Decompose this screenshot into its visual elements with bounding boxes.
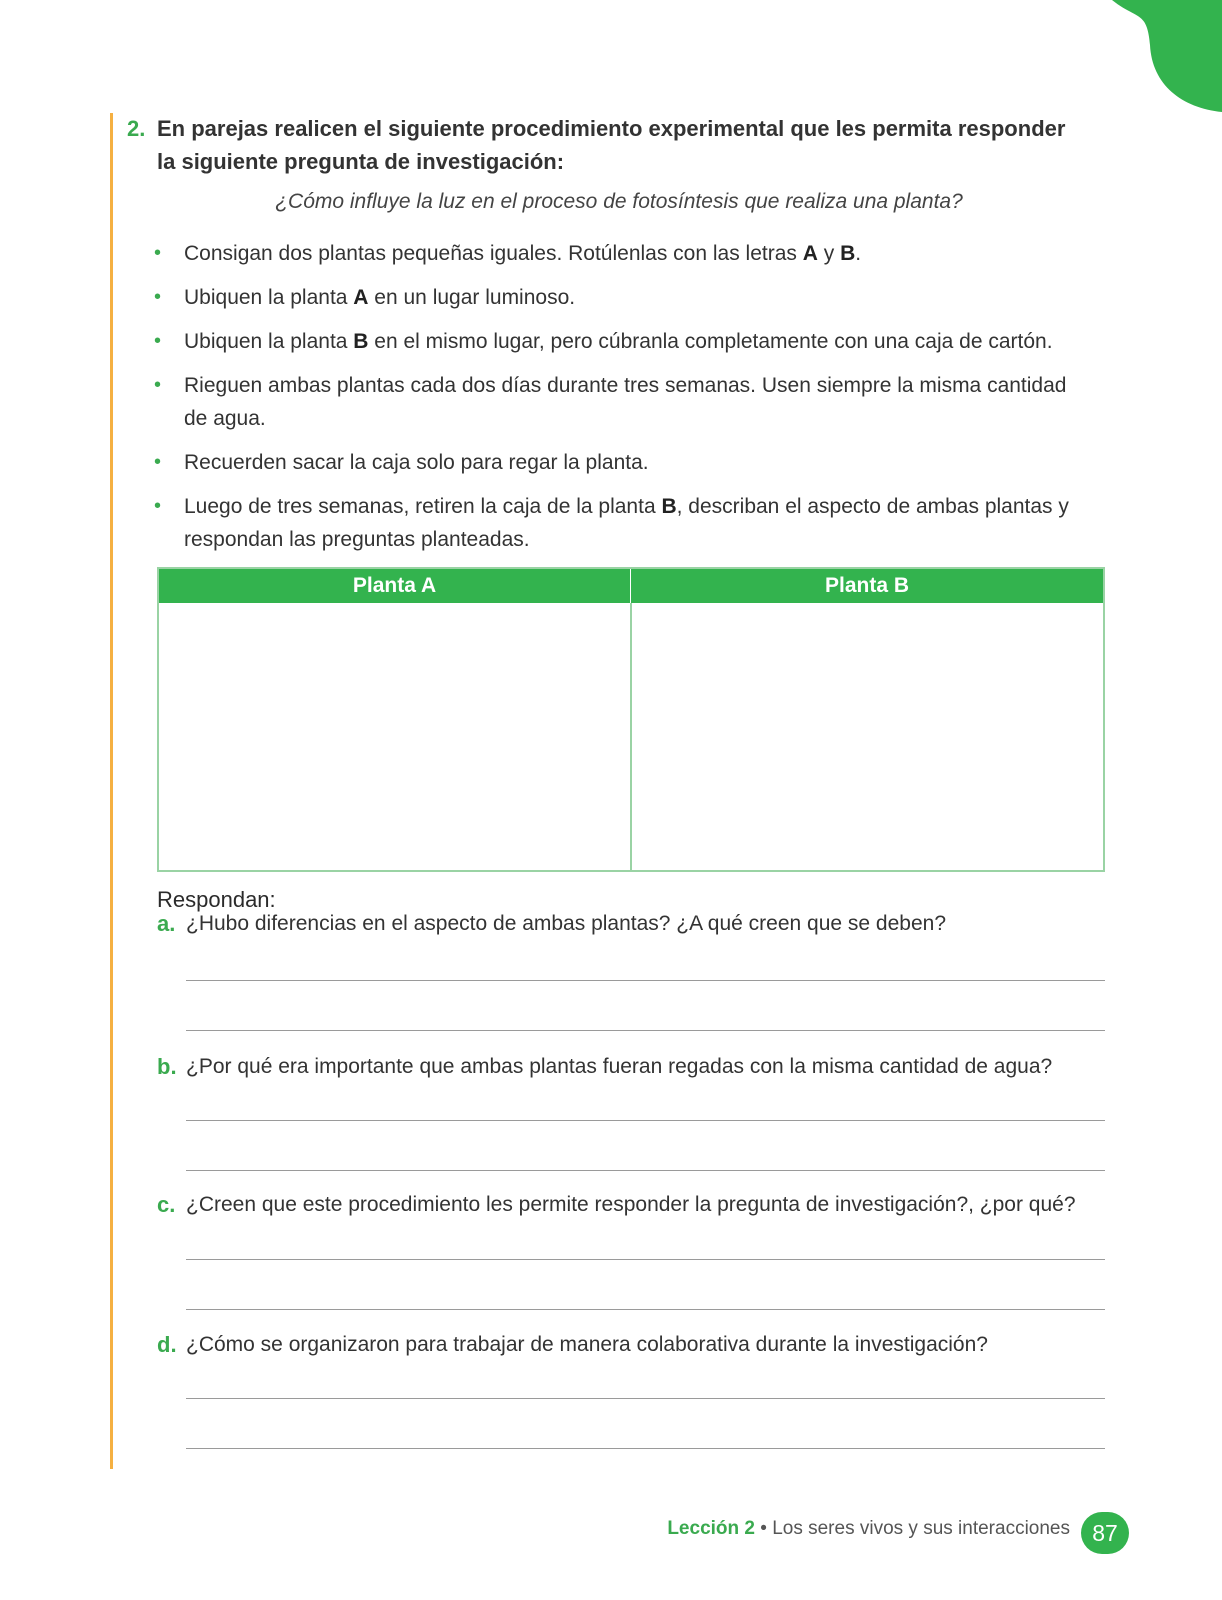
step-text: en el mismo lugar, pero cúbranla completamente con una caja de cartón. bbox=[368, 330, 1053, 353]
question-text: ¿Hubo diferencias en el aspecto de ambas plantas? ¿A qué creen que se deben? bbox=[186, 912, 947, 935]
table-column bbox=[159, 569, 630, 870]
step-text: Ubiquen la planta bbox=[184, 286, 354, 309]
observation-table bbox=[157, 567, 1105, 872]
procedure-step bbox=[154, 281, 1094, 314]
step-text: Consigan dos plantas pequeñas iguales. Rotúlenlas con las letras bbox=[184, 242, 803, 265]
respond-label: Respondan: bbox=[157, 887, 276, 912]
answer-line[interactable] bbox=[186, 1030, 1105, 1031]
plant-letter: B bbox=[661, 495, 677, 518]
bullet-icon: • bbox=[154, 495, 162, 517]
footer-lesson: Lección 2 bbox=[667, 1518, 755, 1539]
table-cell-planta-a[interactable] bbox=[159, 603, 630, 870]
activity-instruction: En parejas realicen el siguiente procedimiento experimental que les permita responder la siguiente pregunta de investigación: bbox=[157, 116, 1066, 174]
answer-line[interactable] bbox=[186, 1120, 1105, 1121]
question-text: ¿Cómo se organizaron para trabajar de manera colaborativa durante la investigación? bbox=[186, 1333, 988, 1356]
footer-separator: • bbox=[754, 1518, 773, 1539]
procedure-step bbox=[154, 446, 1094, 479]
step-text: , describan el aspecto de ambas plantas y respondan las preguntas planteadas. bbox=[184, 495, 1069, 551]
procedure-step bbox=[154, 490, 1094, 556]
step-text: Luego de tres semanas, retiren la caja de la planta bbox=[184, 495, 662, 518]
step-text: Rieguen ambas plantas cada dos días durante tres semanas. Usen siempre la misma cantidad de agua. bbox=[184, 374, 1067, 430]
answer-line[interactable] bbox=[186, 1259, 1105, 1260]
procedure-step bbox=[154, 325, 1094, 358]
corner-decoration bbox=[1092, 0, 1222, 115]
step-text: y bbox=[817, 242, 841, 265]
question-text: ¿Por qué era importante que ambas plantas fueran regadas con la misma cantidad de agua? bbox=[186, 1055, 1053, 1078]
step-text: Recuerden sacar la caja solo para regar la planta. bbox=[184, 451, 649, 474]
bullet-icon: • bbox=[154, 374, 162, 396]
plant-letter: A bbox=[802, 242, 818, 265]
procedure-step bbox=[154, 237, 1094, 270]
question-text: ¿Creen que este procedimiento les permite responder la pregunta de investigación?, ¿por qué? bbox=[186, 1193, 1076, 1216]
side-rule bbox=[110, 113, 113, 1469]
bullet-icon: • bbox=[154, 330, 162, 352]
procedure-step bbox=[154, 369, 1094, 435]
step-text: . bbox=[855, 242, 862, 265]
page-number: 87 bbox=[1081, 1512, 1129, 1554]
bullet-icon: • bbox=[154, 286, 162, 308]
page-footer bbox=[667, 1518, 1070, 1540]
table-header-planta-b: Planta B bbox=[630, 569, 1103, 603]
answer-line[interactable] bbox=[186, 1448, 1105, 1449]
table-cell-planta-b[interactable] bbox=[632, 603, 1103, 870]
footer-topic: Los seres vivos y sus interacciones bbox=[772, 1518, 1070, 1539]
answer-line[interactable] bbox=[186, 1309, 1105, 1310]
procedure-steps bbox=[154, 237, 1094, 567]
question-letter: d. bbox=[157, 1332, 177, 1357]
step-text: en un lugar luminoso. bbox=[368, 286, 576, 309]
bullet-icon: • bbox=[154, 451, 162, 473]
plant-letter: A bbox=[353, 286, 369, 309]
activity-heading bbox=[127, 112, 1087, 178]
research-question: ¿Cómo influye la luz en el proceso de fotosíntesis que realiza una planta? bbox=[275, 190, 963, 213]
question-letter: a. bbox=[157, 911, 176, 936]
table-column bbox=[630, 569, 1103, 870]
answer-line[interactable] bbox=[186, 1398, 1105, 1399]
question-letter: b. bbox=[157, 1054, 177, 1079]
table-header-planta-a: Planta A bbox=[159, 569, 630, 603]
plant-letter: B bbox=[353, 330, 369, 353]
question-letter: c. bbox=[157, 1192, 176, 1217]
answer-line[interactable] bbox=[186, 980, 1105, 981]
bullet-icon: • bbox=[154, 242, 162, 264]
answer-line[interactable] bbox=[186, 1170, 1105, 1171]
step-text: Ubiquen la planta bbox=[184, 330, 354, 353]
plant-letter: B bbox=[840, 242, 856, 265]
activity-number: 2. bbox=[127, 116, 146, 141]
